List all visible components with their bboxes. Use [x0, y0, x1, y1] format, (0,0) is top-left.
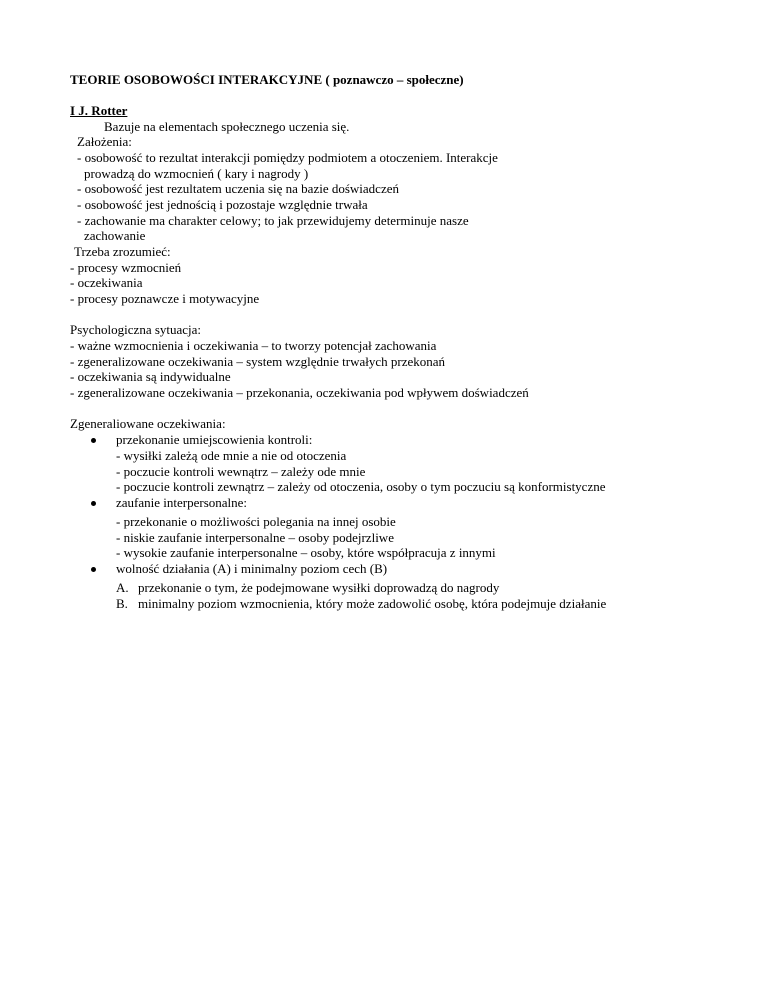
list-item: minimalny poziom wzmocnienia, który może zadowolić osobę, która podejmuje działanie — [138, 596, 607, 611]
bullet-label: wolność działania (A) i minimalny poziom cech (B) — [116, 561, 388, 576]
need-to-understand-label: Trzeba zrozumieć: — [74, 244, 171, 259]
list-letter: A. — [116, 580, 129, 595]
bullet-icon — [91, 567, 96, 572]
list-item: - wysiłki zależą ode mnie a nie od otoczenia — [116, 448, 347, 463]
list-item: - oczekiwania — [70, 275, 143, 290]
list-item: - przekonanie o możliwości polegania na innej osobie — [116, 514, 396, 529]
list-item: - zachowanie ma charakter celowy; to jak przewidujemy determinuje nasze — [77, 213, 469, 228]
bullet-label: zaufanie interpersonalne: — [116, 495, 248, 510]
list-item: - poczucie kontroli wewnątrz – zależy ode mnie — [116, 464, 366, 479]
generalized-expectations-label: Zgeneraliowane oczekiwania: — [70, 416, 226, 431]
section-heading: I J. Rotter — [70, 103, 128, 118]
list-item: - osobowość jest rezultatem uczenia się na bazie doświadczeń — [77, 181, 399, 196]
list-item: - zgeneralizowane oczekiwania – przekonania, oczekiwania pod wpływem doświadczeń — [70, 385, 529, 400]
list-item: - poczucie kontroli zewnątrz – zależy od otoczenia, osoby o tym poczuciu są konformistyczne — [116, 479, 606, 494]
list-item: - zgeneralizowane oczekiwania – system względnie trwałych przekonań — [70, 354, 446, 369]
list-item: - osobowość jest jednością i pozostaje względnie trwała — [77, 197, 368, 212]
list-item: - procesy wzmocnień — [70, 260, 182, 275]
document-title: TEORIE OSOBOWOŚCI INTERAKCYJNE ( poznawczo – społeczne) — [70, 72, 464, 87]
list-item: - wysokie zaufanie interpersonalne – osoby, które współpracuja z innymi — [116, 545, 496, 560]
list-item: - osobowość to rezultat interakcji pomiędzy podmiotem a otoczeniem. Interakcje — [77, 150, 498, 165]
list-item: - niskie zaufanie interpersonalne – osoby podejrzliwe — [116, 530, 394, 545]
list-item: zachowanie — [84, 228, 146, 243]
list-item: prowadzą do wzmocnień ( kary i nagrody ) — [84, 166, 309, 181]
assumptions-label: Założenia: — [77, 134, 132, 149]
bullet-icon — [91, 501, 96, 506]
list-letter: B. — [116, 596, 128, 611]
bullet-icon — [91, 438, 96, 443]
list-item: - oczekiwania są indywidualne — [70, 369, 231, 384]
intro-text: Bazuje na elementach społecznego uczenia się. — [104, 119, 350, 134]
list-item: - procesy poznawcze i motywacyjne — [70, 291, 260, 306]
bullet-label: przekonanie umiejscowienia kontroli: — [116, 432, 313, 447]
list-item: przekonanie o tym, że podejmowane wysiłki doprowadzą do nagrody — [138, 580, 500, 595]
list-item: - ważne wzmocnienia i oczekiwania – to tworzy potencjał zachowania — [70, 338, 437, 353]
psychological-situation-label: Psychologiczna sytuacja: — [70, 322, 202, 337]
